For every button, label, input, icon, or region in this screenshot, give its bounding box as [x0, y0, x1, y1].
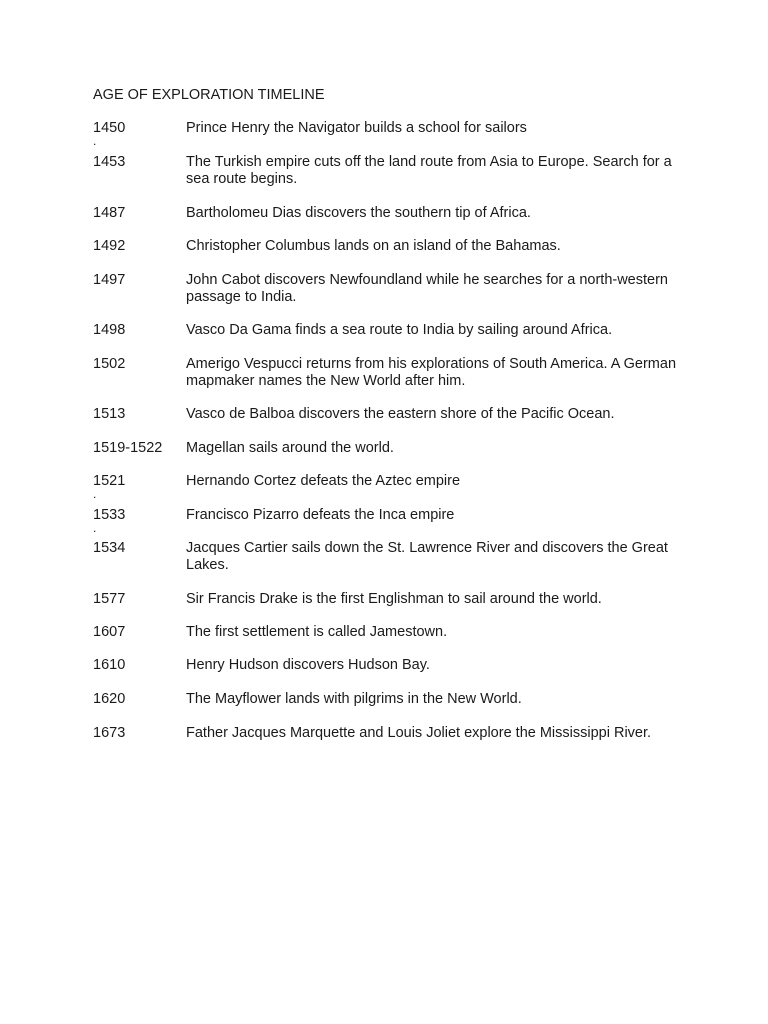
entry-event: Jacques Cartier sails down the St. Lawrence River and discovers the Great Lakes. [186, 540, 668, 573]
entry-year: 1497 [93, 272, 126, 288]
entry-year: 1513 [93, 406, 126, 422]
entry-year: 1502 [93, 356, 126, 372]
entry-year: 1453 [93, 154, 126, 170]
entry-year: 1577 [93, 591, 126, 607]
entry-year: 1534 [93, 540, 126, 556]
entry-year: 1519-1522 [93, 440, 163, 456]
entry-event: Christopher Columbus lands on an island of the Bahamas. [186, 238, 561, 254]
entry-year: 1607 [93, 624, 126, 640]
entry-year: 1673 [93, 725, 126, 741]
entry-year: 1450 [93, 120, 126, 136]
entry-dot: . [93, 134, 97, 148]
entry-event: Amerigo Vespucci returns from his explorations of South America. A German mapmaker names the New World after him. [186, 356, 677, 389]
entry-event: Henry Hudson discovers Hudson Bay. [186, 657, 430, 673]
entry-event: Father Jacques Marquette and Louis Joliet explore the Mississippi River. [186, 725, 652, 741]
entry-year: 1498 [93, 322, 126, 338]
entry-year: 1533 [93, 507, 126, 523]
entry-event: Vasco Da Gama finds a sea route to India by sailing around Africa. [186, 322, 613, 338]
document-title: AGE OF EXPLORATION TIMELINE [93, 87, 325, 103]
entry-event: Prince Henry the Navigator builds a school for sailors [186, 120, 527, 136]
entry-year: 1492 [93, 238, 126, 254]
entry-event: Bartholomeu Dias discovers the southern tip of Africa. [186, 205, 531, 221]
entry-dot: . [93, 487, 97, 501]
entry-event: The first settlement is called Jamestown. [186, 624, 448, 640]
entry-event: The Turkish empire cuts off the land route from Asia to Europe. Search for a sea route begins. [186, 154, 672, 187]
entry-event: Vasco de Balboa discovers the eastern shore of the Pacific Ocean. [186, 406, 615, 422]
entry-event: Sir Francis Drake is the first Englishman to sail around the world. [186, 591, 602, 607]
entry-year: 1610 [93, 657, 126, 673]
entry-event: Magellan sails around the world. [186, 440, 394, 456]
entry-year: 1521 [93, 473, 126, 489]
entry-event: Francisco Pizarro defeats the Inca empire [186, 507, 455, 523]
entry-event: John Cabot discovers Newfoundland while he searches for a north-western passage to India. [186, 272, 668, 305]
entry-event: The Mayflower lands with pilgrims in the New World. [186, 691, 522, 707]
entry-year: 1620 [93, 691, 126, 707]
entry-event: Hernando Cortez defeats the Aztec empire [186, 473, 461, 489]
entry-year: 1487 [93, 205, 126, 221]
entry-dot: . [93, 521, 97, 535]
